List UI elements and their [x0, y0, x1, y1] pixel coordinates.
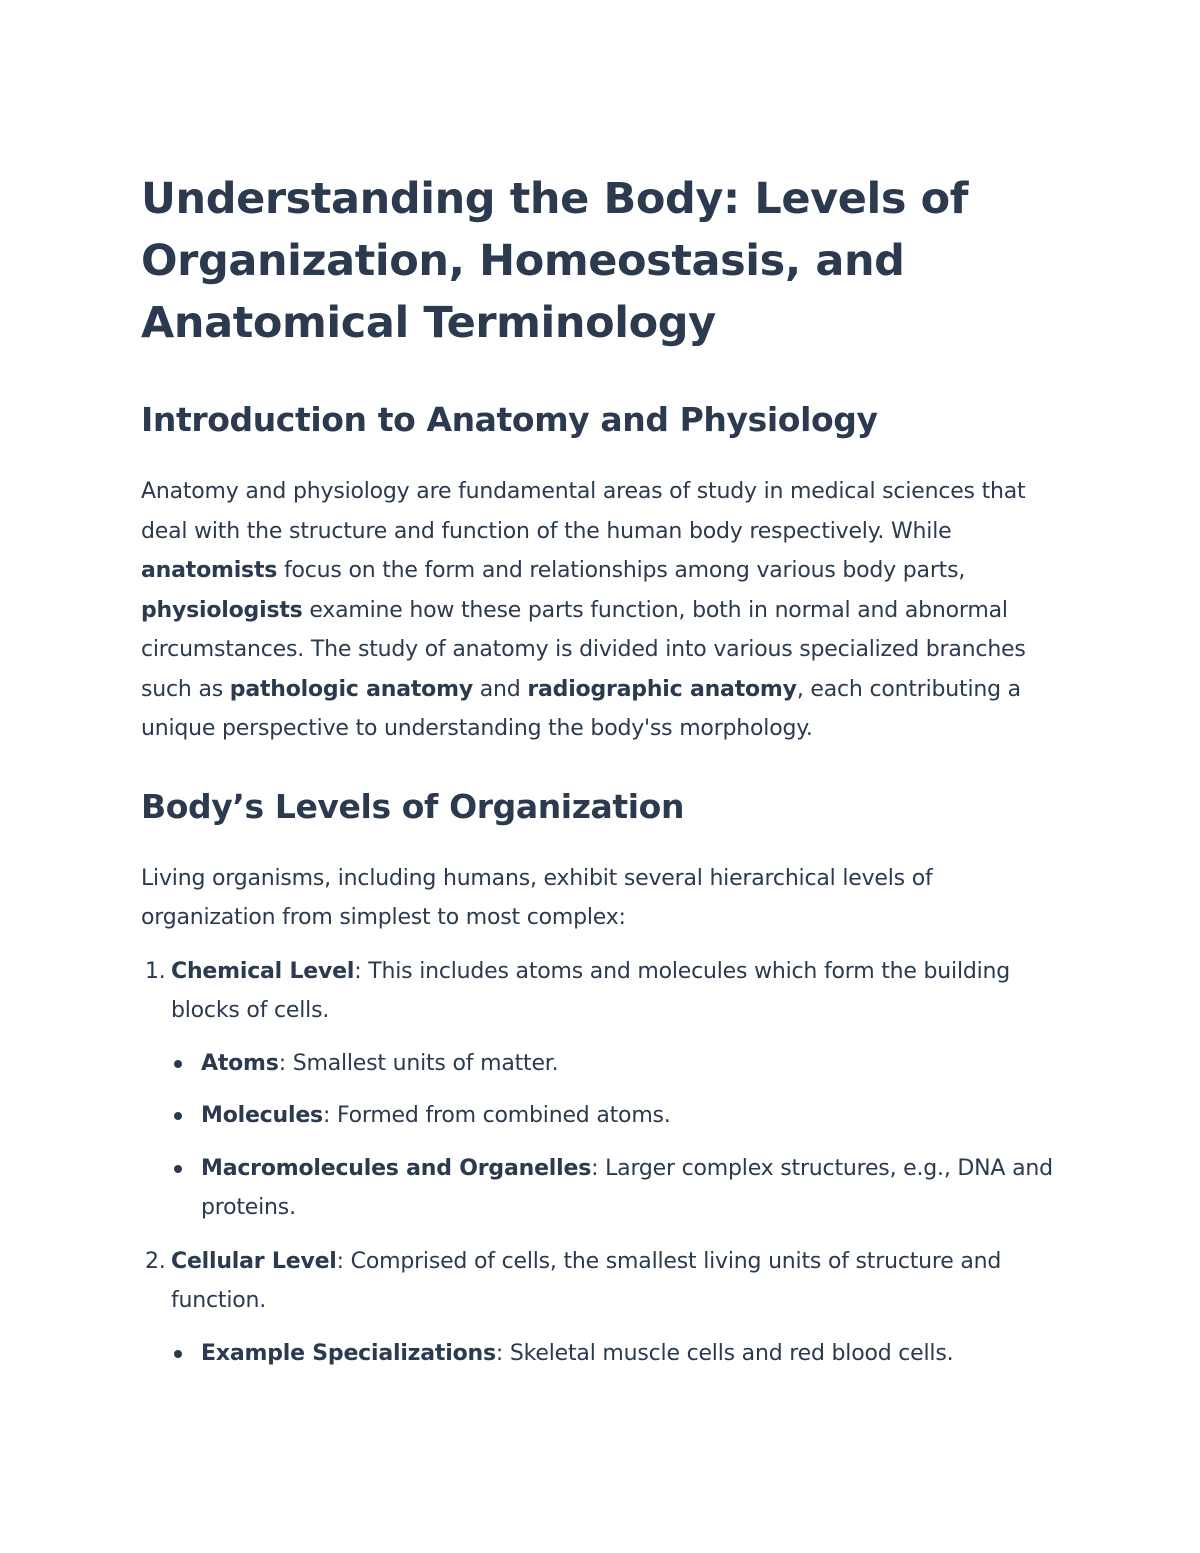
bullet-icon — [174, 1165, 182, 1173]
section-heading-levels: Body’s Levels of Organization — [141, 786, 685, 826]
bold-term-anatomists: anatomists — [141, 558, 278, 583]
text-run: focus on the form and relationships among various body parts, — [277, 558, 966, 583]
section-heading-introduction: Introduction to Anatomy and Physiology — [141, 400, 878, 439]
level-item-chemical — [141, 952, 1060, 1228]
sub-item — [171, 1334, 1060, 1374]
level-description: : This includes atoms and molecules which form the building blocks of cells. — [171, 958, 1011, 1023]
sub-term: Macromolecules and Organelles — [201, 1155, 592, 1181]
level-term: Chemical Level — [171, 958, 355, 984]
text-run: Anatomy and physiology are fundamental areas of study in medical sciences that deal with the structure and function of the human body respectively. While — [141, 479, 1026, 544]
sub-item — [171, 1149, 1060, 1228]
sub-term: Atoms — [201, 1050, 279, 1076]
introduction-paragraph — [141, 472, 1060, 749]
sub-description: : Formed from combined atoms. — [322, 1103, 671, 1128]
levels-intro-paragraph: Living organisms, including humans, exhibit several hierarchical levels of organization from simplest to most complex: — [141, 865, 933, 930]
bold-term-radiographic-anatomy: radiographic anatomy — [527, 676, 797, 702]
bold-term-physiologists: physiologists — [141, 597, 303, 623]
sub-description: : Smallest units of matter. — [278, 1050, 559, 1076]
bullet-icon — [174, 1350, 182, 1358]
document-title: Understanding the Body: Levels of Organization, Homeostasis, and Anatomical Terminology — [141, 174, 969, 348]
list-number: 2. — [145, 1248, 166, 1274]
text-run: examine how these parts function, both in normal and abnormal circumstances. The study of anatomy is divided into various specialized branches such as — [141, 597, 1026, 702]
text-run: , each contributing a unique perspective to understanding the body'ss morphology. — [141, 676, 1021, 741]
level-description: : Comprised of cells, the smallest living units of structure and function. — [171, 1248, 1002, 1313]
list-number: 1. — [145, 958, 166, 984]
sub-term: Example Specializations — [201, 1340, 496, 1366]
sub-description: : Skeletal muscle cells and red blood cells. — [495, 1340, 954, 1366]
bullet-icon — [174, 1060, 182, 1068]
bold-term-pathologic-anatomy: pathologic anatomy — [229, 676, 473, 702]
sub-item — [171, 1044, 1060, 1084]
levels-list — [141, 952, 1060, 1374]
sub-description: : Larger complex structures, e.g., DNA and proteins. — [201, 1155, 1053, 1220]
level-item-cellular — [141, 1242, 1060, 1374]
bullet-icon — [174, 1112, 182, 1120]
sub-item — [171, 1096, 1060, 1136]
sub-list — [171, 1044, 1060, 1228]
text-run: and — [472, 676, 528, 702]
sub-list — [171, 1334, 1060, 1374]
sub-term: Molecules — [201, 1103, 323, 1128]
level-term: Cellular Level — [171, 1248, 337, 1274]
